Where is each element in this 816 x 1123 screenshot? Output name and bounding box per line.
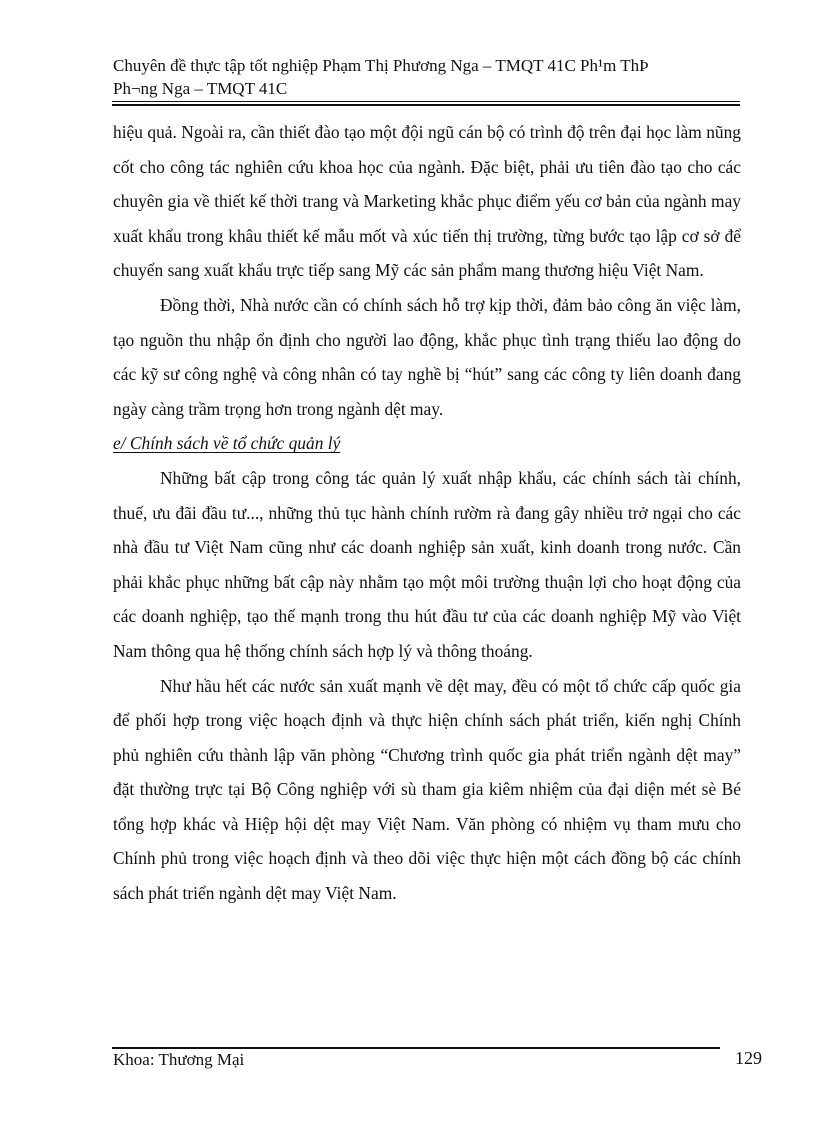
paragraph: Những bất cập trong công tác quản lý xuất nhập khẩu, các chính sách tài chính, thuế, ưu đãi đầu tư..., những thủ tục hành chính rườm rà đang gây nhiều trở ngại cho các nhà đầu tư Việt Nam cũng như các doanh nghiệp sản xuất, kinh doanh trong nước. Cần phải khắc phục những bất cập này nhằm tạo một môi trường thuận lợi cho hoạt động của các doanh nghiệp, tạo thế mạnh trong thu hút đầu tư của các doanh nghiệp Mỹ vào Việt Nam thông qua hệ thống chính sách hợp lý và thông thoáng. bbox=[113, 467, 741, 661]
header-rule-top bbox=[112, 101, 740, 102]
header-line-1: Chuyên đề thực tập tốt nghiệp Phạm Thị Phương Nga – TMQT 41C Ph¹m ThÞ bbox=[113, 56, 649, 75]
page-header bbox=[113, 54, 739, 100]
header-rule-bottom bbox=[112, 104, 740, 106]
document-body bbox=[113, 115, 741, 911]
paragraph: Như hầu hết các nước sản xuất mạnh về dệt may, đều có một tổ chức cấp quốc gia để phối hợp trong việc hoạch định và thực hiện chính sách phát triển, kiến nghị Chính phủ nghiên cứu thành lập văn phòng “Chương trình quốc gia phát triển ngành dệt may” đặt thường trực tại Bộ Công nghiệp với sù tham gia kiêm nhiệm của đại diện mét sè Bé tổng hợp khác và Hiệp hội dệt may Việt Nam. Văn phòng có nhiệm vụ tham mưu cho Chính phủ trong việc hoạch định và theo dõi việc thực hiện một cách đồng bộ các chính sách phát triển ngành dệt may Việt Nam. bbox=[113, 675, 741, 904]
paragraph: Đồng thời, Nhà nước cần có chính sách hỗ trợ kịp thời, đảm bảo công ăn việc làm, tạo nguồn thu nhập ổn định cho người lao động, khắc phục tình trạng thiếu lao động do các kỹ sư công nghệ và công nhân có tay nghề bị “hút” sang các công ty liên doanh đang ngày càng trầm trọng hơn trong ngành dệt may. bbox=[113, 294, 741, 419]
section-heading-text: e/ Chính sách về tổ chức quản lý bbox=[113, 433, 341, 454]
footer-department: Khoa: Thương Mại bbox=[113, 1050, 245, 1069]
header-line-2: Ph¬ng Nga – TMQT 41C bbox=[113, 79, 288, 98]
page-number: 129 bbox=[735, 1048, 762, 1068]
section-heading bbox=[113, 426, 741, 461]
paragraph-continuation: hiệu quả. Ngoài ra, cần thiết đào tạo một đội ngũ cán bộ có trình độ trên đại học làm nũng cốt cho công tác nghiên cứu khoa học của ngành. Đặc biệt, phải ưu tiên đào tạo cho các chuyên gia về thiết kế thời trang và Marketing khắc phục điểm yếu cơ bản của ngành may xuất khẩu trong khâu thiết kế mẫu mốt và xúc tiến thị trường, từng bước tạo lập cơ sở để chuyển sang xuất khẩu trực tiếp sang Mỹ các sản phẩm mang thương hiệu Việt Nam. bbox=[113, 122, 741, 281]
